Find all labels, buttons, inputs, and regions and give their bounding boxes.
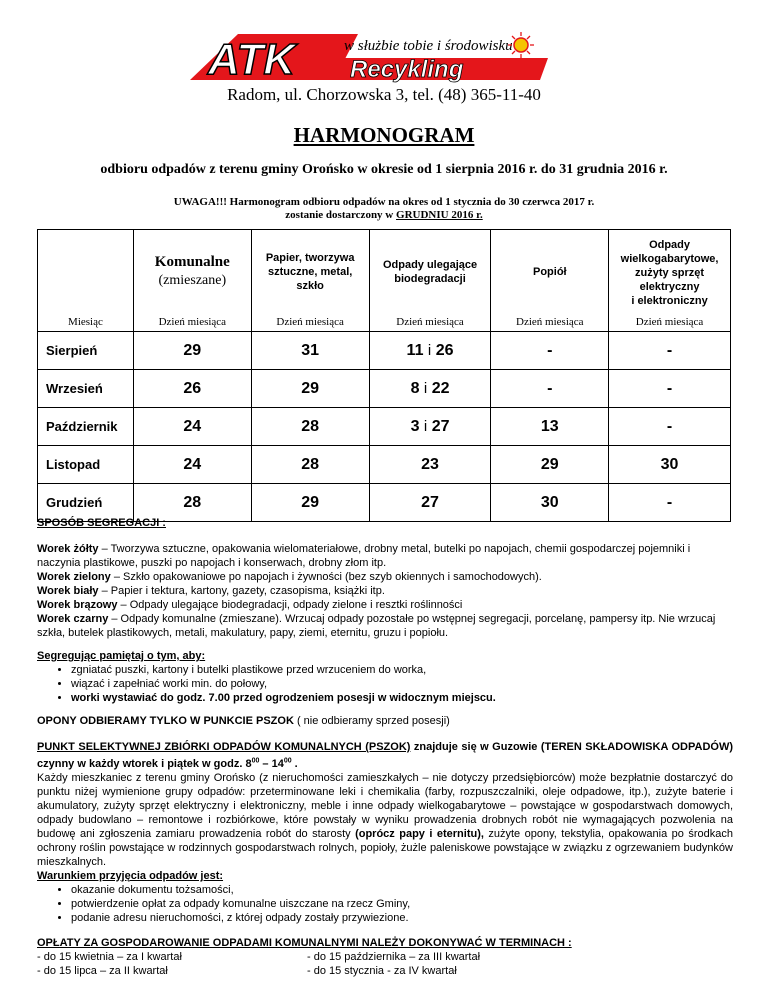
header-wielkogabarytowe: Odpady wielkogabarytowe, zużyty sprzęt elektryczny i elektroniczny <box>609 230 731 314</box>
cell-komunalne: 26 <box>133 370 251 408</box>
cell-papier: 31 <box>251 332 369 370</box>
list-item: • zgniatać puszki, kartony i butelki plastikowe przed wrzuceniem do worka, <box>71 663 733 677</box>
logo-slogan: w służbie tobie i środowisku <box>344 38 513 54</box>
cell-bio: 27 <box>369 484 491 522</box>
table-row <box>38 370 731 408</box>
logo-sub-text: Recykling <box>350 56 464 83</box>
pszok-conditions-heading: Warunkiem przyjęcia odpadów jest: <box>37 869 224 882</box>
notice-month: GRUDNIU 2016 r. <box>396 209 483 221</box>
cell-papier: 28 <box>251 446 369 484</box>
company-address: Radom, ul. Chorzowska 3, tel. (48) 365-11-40 <box>227 85 541 104</box>
list-item: • wiązać i zapełniać worki min. do połowy, <box>71 677 733 691</box>
fee-term: - do 15 stycznia - za IV kwartał <box>307 965 457 977</box>
company-logo <box>168 28 588 90</box>
cell-wielkogabarytowe: - <box>609 484 731 522</box>
row-month: Sierpień <box>38 332 134 370</box>
header-empty <box>38 230 134 314</box>
cell-popiol: - <box>491 370 609 408</box>
cell-bio: 8 i 22 <box>369 370 491 408</box>
remember-section <box>37 649 733 705</box>
table-subheader-row <box>38 313 731 332</box>
fees-column-2 <box>307 950 480 978</box>
subheader-month: Miesiąc <box>38 313 134 332</box>
cell-bio: 23 <box>369 446 491 484</box>
subheader-day: Dzień miesiąca <box>133 313 251 332</box>
pszok-conditions-list <box>37 883 733 925</box>
subheader-day: Dzień miesiąca <box>491 313 609 332</box>
pszok-description: Każdy mieszkaniec z terenu gminy Orońsko (z nieruchomości zamieszkałych – nie dotyczy przedsiębiorców) może bezpłatnie dostarczyć do punktu niżej wymienione grupy odpadów: przeterminowane leki i chemikalia (farby, rozpuszczalniki, oleje odpadowe, itp.), zużyte baterie i akumulatory, zużyty sprzęt elektryczny i elektroniczny, meble i inne odpady wielkogabarytowe – powstające w gospodarstwach domowych, odpady budowlano – remontowe i rozbiórkowe, które powstały w wyniku prowadzenia drobnych robót nie wymagających pozwolenia na budowę ani zgłoszenia zamiaru prowadzenia robót do starosty (oprócz papy i eternitu), zużyte opony, tekstylia, opakowania po środkach ochrony roślin powstające w rodzinnych gospodarstwach rolnych, popioły, żużle paleniskowe powstające w związku z ogrzewaniem budynków mieszkalnych. <box>37 771 733 868</box>
table-header-row <box>38 230 731 314</box>
logo-graphic <box>168 28 588 90</box>
cell-wielkogabarytowe: - <box>609 332 731 370</box>
fee-term: - do 15 października – za III kwartał <box>307 951 481 963</box>
cell-popiol: 29 <box>491 446 609 484</box>
bag-green: Worek zielony – Szkło opakowaniowe po napojach i żywności (bez szyb okiennych i samochodowych). <box>37 571 542 583</box>
cell-popiol: - <box>491 332 609 370</box>
cell-papier: 29 <box>251 484 369 522</box>
subheader-day: Dzień miesiąca <box>369 313 491 332</box>
list-item: • potwierdzenie opłat za odpady komunalne uiszczane na rzecz Gminy, <box>71 897 733 911</box>
fee-term: - do 15 kwietnia – za I kwartał <box>37 951 182 963</box>
row-month: Listopad <box>38 446 134 484</box>
segregation-heading: SPOSÓB SEGREGACJI : <box>37 517 166 529</box>
schedule-table <box>37 229 731 522</box>
bag-brown: Worek brązowy – Odpady ulegające biodegradacji, odpady zielone i resztki roślinności <box>37 599 463 611</box>
bag-white: Worek biały – Papier i tektura, kartony, gazety, czasopisma, książki itp. <box>37 585 385 597</box>
fee-term: - do 15 lipca – za II kwartał <box>37 965 168 977</box>
pszok-heading: PUNKT SELEKTYWNEJ ZBIÓRKI ODPADÓW KOMUNALNYCH (PSZOK) znajduje się w Guzowie (TEREN SKŁADOWISKA ODPADÓW) czynny w każdy wtorek i piątek w godz. $8^{00} - 14^{00}$ . <box>37 741 733 770</box>
cell-komunalne: 24 <box>133 446 251 484</box>
pszok-section <box>37 740 733 925</box>
bag-yellow: Worek żółty – Tworzywa sztuczne, opakowania wielomateriałowe, drobny metal, butelki po napojach, chemii gospodarczej pojemniki i naczynia plastikowe, puszki po napojach i konserwach, drobny złom itp. <box>37 543 691 569</box>
remember-heading: Segregując pamiętaj o tym, aby: <box>37 650 206 662</box>
cell-papier: 29 <box>251 370 369 408</box>
cell-komunalne: 28 <box>133 484 251 522</box>
cell-bio: 3 i 27 <box>369 408 491 446</box>
cell-wielkogabarytowe: - <box>609 370 731 408</box>
remember-list <box>37 663 733 705</box>
row-month: Wrzesień <box>38 370 134 408</box>
list-item: • podanie adresu nieruchomości, z której odpady zostały przywiezione. <box>71 911 733 925</box>
table-row <box>38 446 731 484</box>
table-row <box>38 332 731 370</box>
table-row <box>38 408 731 446</box>
list-item: • okazanie dokumentu tożsamości, <box>71 883 733 897</box>
list-item: • worki wystawiać do godz. 7.00 przed ogrodzeniem posesji w widocznym miejscu. <box>71 691 733 705</box>
notice <box>0 196 768 222</box>
cell-popiol: 13 <box>491 408 609 446</box>
fees-column-1 <box>37 950 182 978</box>
notice-line-2: zostanie dostarczony w GRUDNIU 2016 r. <box>285 209 483 221</box>
subheader-day: Dzień miesiąca <box>251 313 369 332</box>
cell-papier: 28 <box>251 408 369 446</box>
sun-icon <box>508 32 534 58</box>
bag-black: Worek czarny – Odpady komunalne (zmieszane). Wrzucaj odpady pozostałe po wstępnej segregacji, porcelanę, pampersy itp. Nie wrzucaj szkła, butelek plastikowych, metali, makulatury, papy, ziemi, eternitu, gruzu i popiołu. <box>37 613 716 639</box>
header-bio: Odpady ulegające biodegradacji <box>369 230 491 314</box>
cell-wielkogabarytowe: - <box>609 408 731 446</box>
cell-wielkogabarytowe: 30 <box>609 446 731 484</box>
row-month: Grudzień <box>38 484 134 522</box>
header-popiol: Popiół <box>491 230 609 314</box>
tires-note: OPONY ODBIERAMY TYLKO W PUNKCIE PSZOK ( nie odbieramy sprzed posesji) <box>37 715 450 727</box>
header-komunalne: Komunalne (zmieszane) <box>133 230 251 314</box>
cell-komunalne: 24 <box>133 408 251 446</box>
cell-bio: 11 i 26 <box>369 332 491 370</box>
subheader-day: Dzień miesiąca <box>609 313 731 332</box>
segregation-section <box>37 516 733 640</box>
cell-popiol: 30 <box>491 484 609 522</box>
page-subtitle: odbioru odpadów z terenu gminy Orońsko w okresie od 1 sierpnia 2016 r. do 31 grudnia 2016 r. <box>100 162 668 177</box>
notice-line-1: UWAGA!!! Harmonogram odbioru odpadów na okres od 1 stycznia do 30 czerwca 2017 r. <box>173 196 595 208</box>
header-papier: Papier, tworzywa sztuczne, metal, szkło <box>251 230 369 314</box>
fees-heading: OPŁATY ZA GOSPODAROWANIE ODPADAMI KOMUNALNYMI NALEŻY DOKONYWAĆ W TERMINACH : <box>37 937 572 949</box>
logo-brand-text: ATK <box>208 35 296 84</box>
cell-komunalne: 29 <box>133 332 251 370</box>
row-month: Październik <box>38 408 134 446</box>
page-title: HARMONOGRAM <box>293 123 475 147</box>
